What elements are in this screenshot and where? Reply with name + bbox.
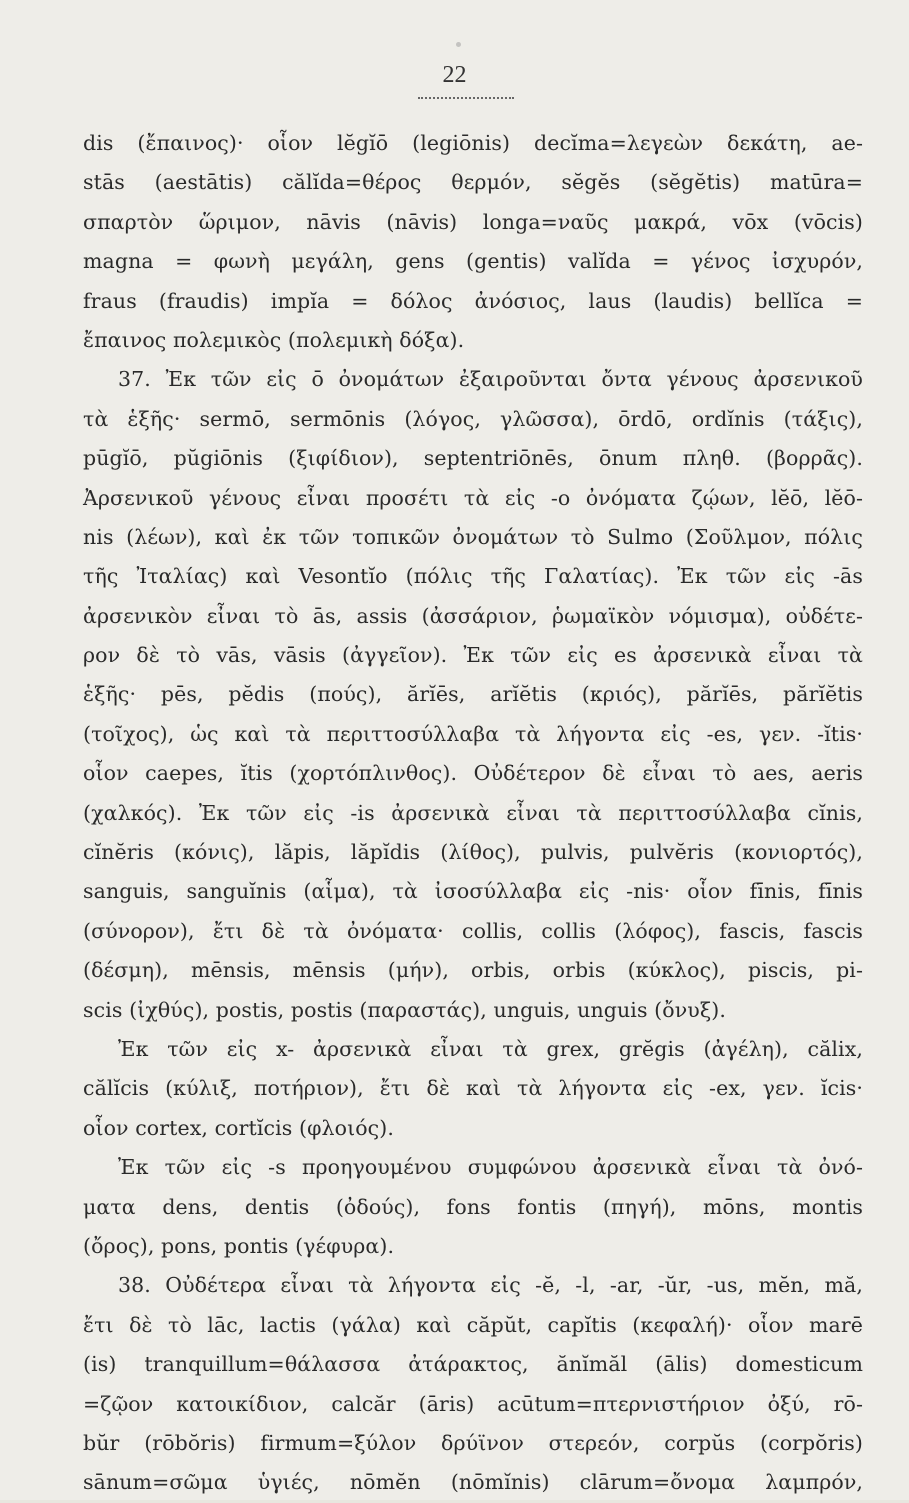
text-line: ἔτι δὲ τὸ lāc, lactis (γάλα) καὶ căpŭt, capĭtis (κεφαλή)· οἷον marē <box>83 1312 863 1337</box>
text-line: (χαλκός). Ἐκ τῶν εἰς -is ἀρσενικὰ εἶναι τὰ περιττοσύλλαβα cĭnis, <box>83 800 863 825</box>
text-line: călĭcis (κύλιξ, ποτήριον), ἔτι δὲ καὶ τὰ λήγοντα εἰς -ex, γεν. ĭcis· <box>83 1076 863 1101</box>
text-line: Ἀρσενικοῦ γένους εἶναι προσέτι τὰ εἰς -o ὀνόματα ζῴων, lĕō, lĕō- <box>83 485 863 510</box>
text-line: 38. Οὐδέτερα εἶναι τὰ λήγοντα εἰς -ĕ, -l, -ar, -ŭr, -us, mĕn, mă, <box>118 1273 863 1298</box>
text-line: τῆς Ἰταλίας) καὶ Vesontĭo (πόλις τῆς Γαλατίας). Ἐκ τῶν εἰς -ās <box>83 564 863 589</box>
text-line: Ἐκ τῶν εἰς x- ἀρσενικὰ εἶναι τὰ grex, grĕgis (ἀγέλη), călix, <box>118 1036 863 1061</box>
text-line: οἷον caepes, ĭtis (χορτόπλινθος). Οὐδέτερον δὲ εἶναι τὸ aes, aeris <box>83 761 863 786</box>
text-line: dis (ἔπαινος)· οἷον lĕgĭō (legiōnis) decĭma=λεγεὼν δεκάτη, ae- <box>83 131 863 155</box>
text-line: (δέσμη), mēnsis, mēnsis (μήν), orbis, orbis (κύκλος), piscis, pi- <box>83 958 863 983</box>
text-line: bŭr (rōbŏris) firmum=ξύλον δρύϊνον στερεόν, corpŭs (corpŏris) <box>83 1430 863 1455</box>
text-line: fraus (fraudis) impĭa = δόλος ἀνόσιος, laus (laudis) bellĭca = <box>83 288 863 313</box>
text-line: Ἐκ τῶν εἰς -s προηγουμένου συμφώνου ἀρσενικὰ εἶναι τὰ ὀνό- <box>118 1155 863 1180</box>
page-number-rule <box>418 97 514 99</box>
text-line: ἑξῆς· pēs, pĕdis (πούς), ărĭēs, arĭĕtis (κριός), părĭēs, părĭĕtis <box>83 682 863 707</box>
body-text <box>83 124 863 1503</box>
paper-speck <box>456 42 461 47</box>
text-line: cĭnĕris (κόνις), lăpis, lăpĭdis (λίθος), pulvis, pulvĕris (κονιορτός), <box>83 840 863 865</box>
text-line: ρον δὲ τὸ vās, vāsis (ἀγγεῖον). Ἐκ τῶν εἰς es ἀρσενικὰ εἶναι τὰ <box>83 643 863 668</box>
text-line: (σύνορον), ἔτι δὲ τὰ ὀνόματα· collis, collis (λόφος), fascis, fascis <box>83 918 863 943</box>
text-line: magna = φωνὴ μεγάλη, gens (gentis) valĭda = γένος ἰσχυρόν, <box>83 249 863 274</box>
text-line: (ὄρος), pons, pontis (γέφυρα). <box>83 1233 395 1258</box>
text-line: οἷον cortex, cortĭcis (φλοιός). <box>83 1115 394 1140</box>
text-line: sānum=σῶμα ὑγιές, nōmĕn (nōmĭnis) clārum=ὄνομα λαμπρόν, <box>83 1470 863 1495</box>
text-line: sanguis, sanguĭnis (αἷμα), τὰ ἰσοσύλλαβα εἰς -nis· οἷον fīnis, fīnis <box>83 879 863 904</box>
text-line: σπαρτὸν ὥριμον, nāvis (nāvis) longa=ναῦς μακρά, vōx (vōcis) <box>83 209 863 234</box>
text-line: scis (ἰχθύς), postis, postis (παραστάς), unguis, unguis (ὄνυξ). <box>83 997 726 1022</box>
text-line: =ζῷον κατοικίδιον, calcăr (āris) acūtum=πτερνιστήριον ὀξύ, rō- <box>83 1391 863 1416</box>
text-line: τὰ ἑξῆς· sermō, sermōnis (λόγος, γλῶσσα), ōrdō, ordĭnis (τάξις), <box>83 406 863 431</box>
text-line: ἀρσενικὸν εἶναι τὸ ās, assis (ἀσσάριον, ῥωμαϊκὸν νόμισμα), οὐδέτε- <box>83 603 863 628</box>
text-line: pūgĭō, pŭgiōnis (ξιφίδιον), septentriōnēs, ōnum πληθ. (βορρᾶς). <box>83 446 863 471</box>
text-line: (is) tranquillum=θάλασσα ἀτάρακτος, ănĭmăl (ālis) domesticum <box>83 1352 863 1377</box>
text-line: nis (λέων), καὶ ἐκ τῶν τοπικῶν ὀνομάτων τὸ Sulmo (Σοῦλμον, πόλις <box>83 524 863 549</box>
text-line: ἔπαινος πολεμικὸς (πολεμικὴ δόξα). <box>83 327 465 352</box>
text-line: 37. Ἐκ τῶν εἰς ō ὀνομάτων ἐξαιροῦνται ὄντα γένους ἀρσενικοῦ <box>118 367 863 392</box>
text-line: ματα dens, dentis (ὀδούς), fons fontis (πηγή), mōns, montis <box>83 1194 863 1219</box>
text-line: (τοῖχος), ὡς καὶ τὰ περιττοσύλλαβα τὰ λήγοντα εἰς -es, γεν. -ĭtis· <box>83 721 863 746</box>
page-number: 22 <box>442 62 467 88</box>
text-line: stās (aestātis) călĭda=θέρος θερμόν, sĕgĕs (sĕgĕtis) matūra= <box>83 170 863 195</box>
